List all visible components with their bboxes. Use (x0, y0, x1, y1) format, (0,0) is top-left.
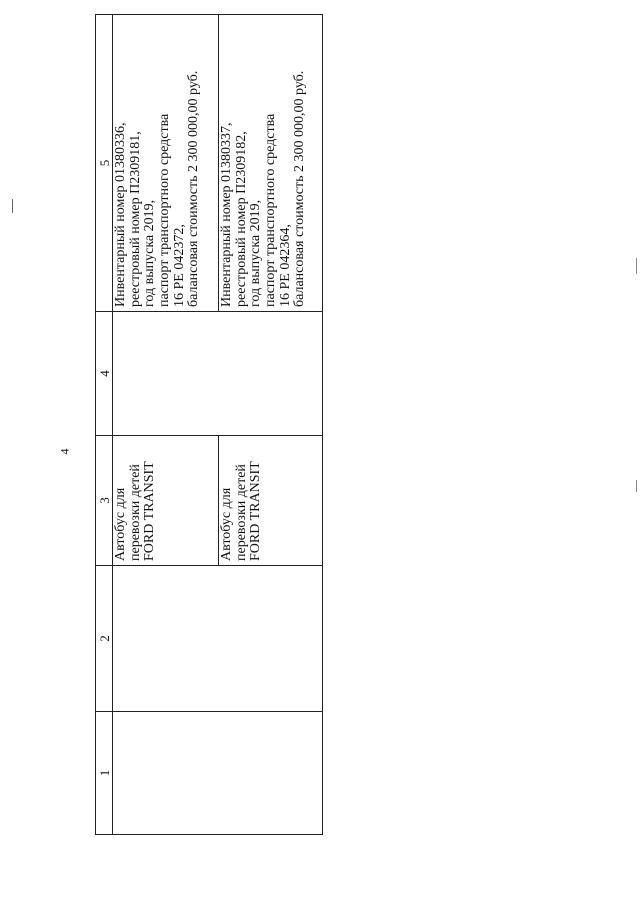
header-cell-2: 2 (96, 566, 113, 712)
header-cell-1: 1 (96, 712, 113, 835)
vehicle-details-cell (219, 15, 323, 312)
vehicle-details-cell (113, 15, 219, 312)
detail-line: 16 РЕ 042372, (171, 224, 187, 307)
detail-line: балансовая стоимость 2 300 000,00 руб. (292, 70, 308, 307)
property-table (95, 14, 323, 835)
scan-edge-mark (636, 258, 637, 274)
vehicle-name-line: FORD TRANSIT (248, 461, 264, 561)
vehicle-name-line: FORD TRANSIT (142, 461, 158, 561)
detail-line: год выпуска 2019, (142, 199, 158, 307)
header-cell-3: 3 (96, 436, 113, 566)
detail-line: паспорт транспортного средства (263, 113, 279, 307)
detail-line: реестровый номер П2309181, (127, 131, 143, 307)
vehicle-name-cell (113, 436, 219, 566)
page-number: 4 (57, 448, 72, 455)
cell-col1 (113, 712, 323, 835)
vehicle-name-line: перевозки детей (233, 464, 249, 561)
cell-col2 (113, 566, 323, 712)
scan-mark (12, 199, 13, 213)
detail-line: паспорт транспортного средства (157, 113, 173, 307)
header-cell-5: 5 (96, 15, 113, 312)
detail-line: год выпуска 2019, (248, 199, 264, 307)
table-header-row (96, 15, 113, 835)
vehicle-name-line: Автобус для (219, 487, 234, 561)
cell-col4 (113, 312, 323, 436)
scan-edge-mark (636, 480, 637, 492)
detail-line: Инвентарный номер 01380337, (219, 122, 234, 307)
vehicle-name-cell (219, 436, 323, 566)
detail-line: Инвентарный номер 01380336, (113, 122, 128, 307)
header-cell-4: 4 (96, 312, 113, 436)
rotated-table-container (95, 15, 321, 835)
vehicle-name-line: перевозки детей (127, 464, 143, 561)
vehicle-name-line: Автобус для (113, 487, 128, 561)
detail-line: балансовая стоимость 2 300 000,00 руб. (186, 70, 202, 307)
detail-line: 16 РЕ 042364, (277, 224, 293, 307)
detail-line: реестровый номер П2309182, (233, 131, 249, 307)
table-row (113, 15, 219, 835)
